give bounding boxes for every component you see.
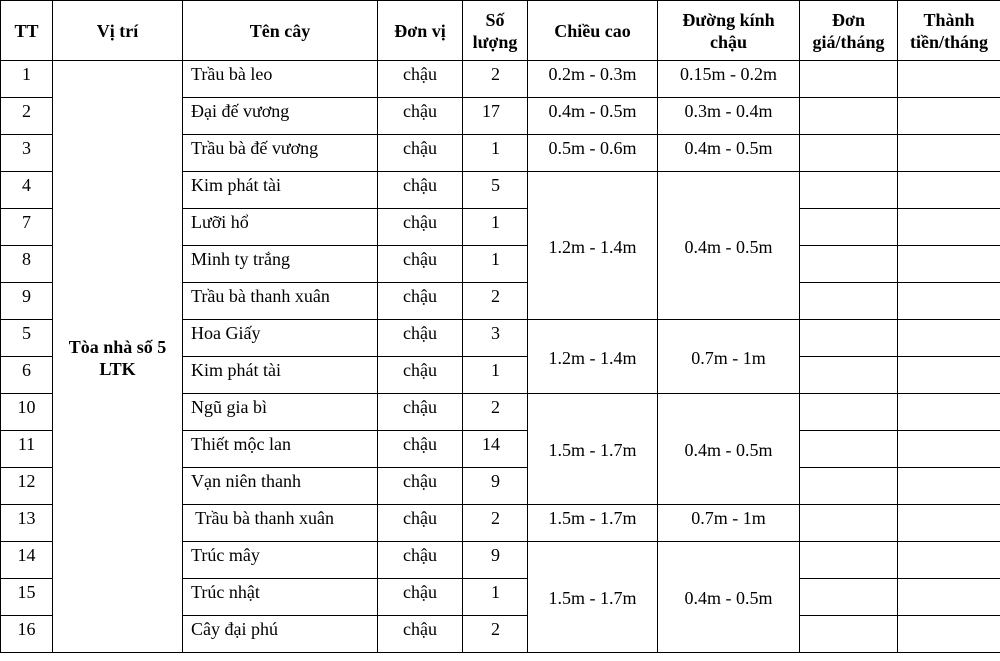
plant-name-cell: Lưỡi hổ [183, 209, 378, 246]
quantity-cell: 2 [463, 61, 528, 98]
header-unit-price: Đơn giá/tháng [800, 1, 898, 61]
header-quantity: Số lượng [463, 1, 528, 61]
unit-cell: chậu [378, 394, 463, 431]
plant-name-cell: Trầu bà thanh xuân [183, 283, 378, 320]
quantity-cell: 2 [463, 505, 528, 542]
plant-name-cell: Trầu bà thanh xuân [183, 505, 378, 542]
unit-price-cell [800, 283, 898, 320]
total-cell [898, 209, 1000, 246]
unit-cell: chậu [378, 61, 463, 98]
quantity-cell: 17 [463, 98, 528, 135]
plant-name-cell: Ngũ gia bì [183, 394, 378, 431]
header-tt: TT [1, 1, 53, 61]
unit-price-cell [800, 357, 898, 394]
total-cell [898, 468, 1000, 505]
unit-cell: chậu [378, 172, 463, 209]
height-cell: 1.2m - 1.4m [528, 172, 658, 320]
plant-name-cell: Đại đế vương [183, 98, 378, 135]
total-cell [898, 431, 1000, 468]
unit-price-cell [800, 468, 898, 505]
tt-cell: 2 [1, 98, 53, 135]
unit-price-cell [800, 616, 898, 653]
quantity-cell: 1 [463, 209, 528, 246]
total-cell [898, 542, 1000, 579]
tt-cell: 10 [1, 394, 53, 431]
diameter-cell: 0.3m - 0.4m [658, 98, 800, 135]
header-plant-name: Tên cây [183, 1, 378, 61]
total-cell [898, 357, 1000, 394]
unit-cell: chậu [378, 209, 463, 246]
plant-name-cell: Minh ty trắng [183, 246, 378, 283]
height-cell: 1.2m - 1.4m [528, 320, 658, 394]
table-row [1, 61, 1000, 98]
unit-price-cell [800, 579, 898, 616]
total-cell [898, 505, 1000, 542]
height-cell: 0.2m - 0.3m [528, 61, 658, 98]
tt-cell: 13 [1, 505, 53, 542]
diameter-cell: 0.15m - 0.2m [658, 61, 800, 98]
unit-cell: chậu [378, 135, 463, 172]
tt-cell: 6 [1, 357, 53, 394]
unit-cell: chậu [378, 542, 463, 579]
unit-cell: chậu [378, 468, 463, 505]
plant-name-cell: Trúc mây [183, 542, 378, 579]
diameter-cell: 0.7m - 1m [658, 505, 800, 542]
unit-price-cell [800, 320, 898, 357]
total-cell [898, 98, 1000, 135]
tt-cell: 8 [1, 246, 53, 283]
unit-cell: chậu [378, 283, 463, 320]
plant-name-cell: Trầu bà leo [183, 61, 378, 98]
quantity-cell: 2 [463, 616, 528, 653]
header-location: Vị trí [53, 1, 183, 61]
tt-cell: 7 [1, 209, 53, 246]
diameter-cell: 0.7m - 1m [658, 320, 800, 394]
total-cell [898, 394, 1000, 431]
tt-cell: 16 [1, 616, 53, 653]
total-cell [898, 283, 1000, 320]
location-cell: Tòa nhà số 5 LTK [53, 61, 183, 653]
quantity-cell: 14 [463, 431, 528, 468]
unit-price-cell [800, 172, 898, 209]
tt-cell: 4 [1, 172, 53, 209]
tt-cell: 15 [1, 579, 53, 616]
unit-price-cell [800, 431, 898, 468]
plant-name-cell: Trầu bà đế vương [183, 135, 378, 172]
header-total: Thành tiền/tháng [898, 1, 1000, 61]
plant-name-cell: Kim phát tài [183, 172, 378, 209]
unit-cell: chậu [378, 431, 463, 468]
quantity-cell: 1 [463, 246, 528, 283]
unit-cell: chậu [378, 98, 463, 135]
quantity-cell: 5 [463, 172, 528, 209]
plant-name-cell: Thiết mộc lan [183, 431, 378, 468]
tt-cell: 9 [1, 283, 53, 320]
plant-name-cell: Cây đại phú [183, 616, 378, 653]
unit-price-cell [800, 394, 898, 431]
height-cell: 1.5m - 1.7m [528, 542, 658, 653]
unit-price-cell [800, 542, 898, 579]
unit-cell: chậu [378, 357, 463, 394]
quantity-cell: 1 [463, 357, 528, 394]
tt-cell: 3 [1, 135, 53, 172]
header-pot-diameter: Đường kính chậu [658, 1, 800, 61]
unit-cell: chậu [378, 505, 463, 542]
quantity-cell: 2 [463, 283, 528, 320]
unit-cell: chậu [378, 616, 463, 653]
unit-cell: chậu [378, 579, 463, 616]
header-unit: Đơn vị [378, 1, 463, 61]
unit-cell: chậu [378, 320, 463, 357]
quantity-cell: 9 [463, 468, 528, 505]
diameter-cell: 0.4m - 0.5m [658, 542, 800, 653]
plant-name-cell: Hoa Giấy [183, 320, 378, 357]
diameter-cell: 0.4m - 0.5m [658, 135, 800, 172]
height-cell: 1.5m - 1.7m [528, 394, 658, 505]
quantity-cell: 2 [463, 394, 528, 431]
quantity-cell: 3 [463, 320, 528, 357]
unit-cell: chậu [378, 246, 463, 283]
total-cell [898, 135, 1000, 172]
tt-cell: 1 [1, 61, 53, 98]
height-cell: 0.5m - 0.6m [528, 135, 658, 172]
header-height: Chiều cao [528, 1, 658, 61]
quantity-cell: 1 [463, 135, 528, 172]
diameter-cell: 0.4m - 0.5m [658, 394, 800, 505]
tt-cell: 12 [1, 468, 53, 505]
header-row [1, 1, 1000, 61]
height-cell: 1.5m - 1.7m [528, 505, 658, 542]
total-cell [898, 61, 1000, 98]
tt-cell: 14 [1, 542, 53, 579]
plant-name-cell: Kim phát tài [183, 357, 378, 394]
diameter-cell: 0.4m - 0.5m [658, 172, 800, 320]
unit-price-cell [800, 246, 898, 283]
unit-price-cell [800, 61, 898, 98]
plant-name-cell: Vạn niên thanh [183, 468, 378, 505]
tt-cell: 5 [1, 320, 53, 357]
total-cell [898, 616, 1000, 653]
plant-name-cell: Trúc nhật [183, 579, 378, 616]
total-cell [898, 320, 1000, 357]
total-cell [898, 172, 1000, 209]
quantity-cell: 9 [463, 542, 528, 579]
total-cell [898, 579, 1000, 616]
unit-price-cell [800, 98, 898, 135]
height-cell: 0.4m - 0.5m [528, 98, 658, 135]
quantity-cell: 1 [463, 579, 528, 616]
unit-price-cell [800, 135, 898, 172]
tt-cell: 11 [1, 431, 53, 468]
total-cell [898, 246, 1000, 283]
unit-price-cell [800, 209, 898, 246]
unit-price-cell [800, 505, 898, 542]
